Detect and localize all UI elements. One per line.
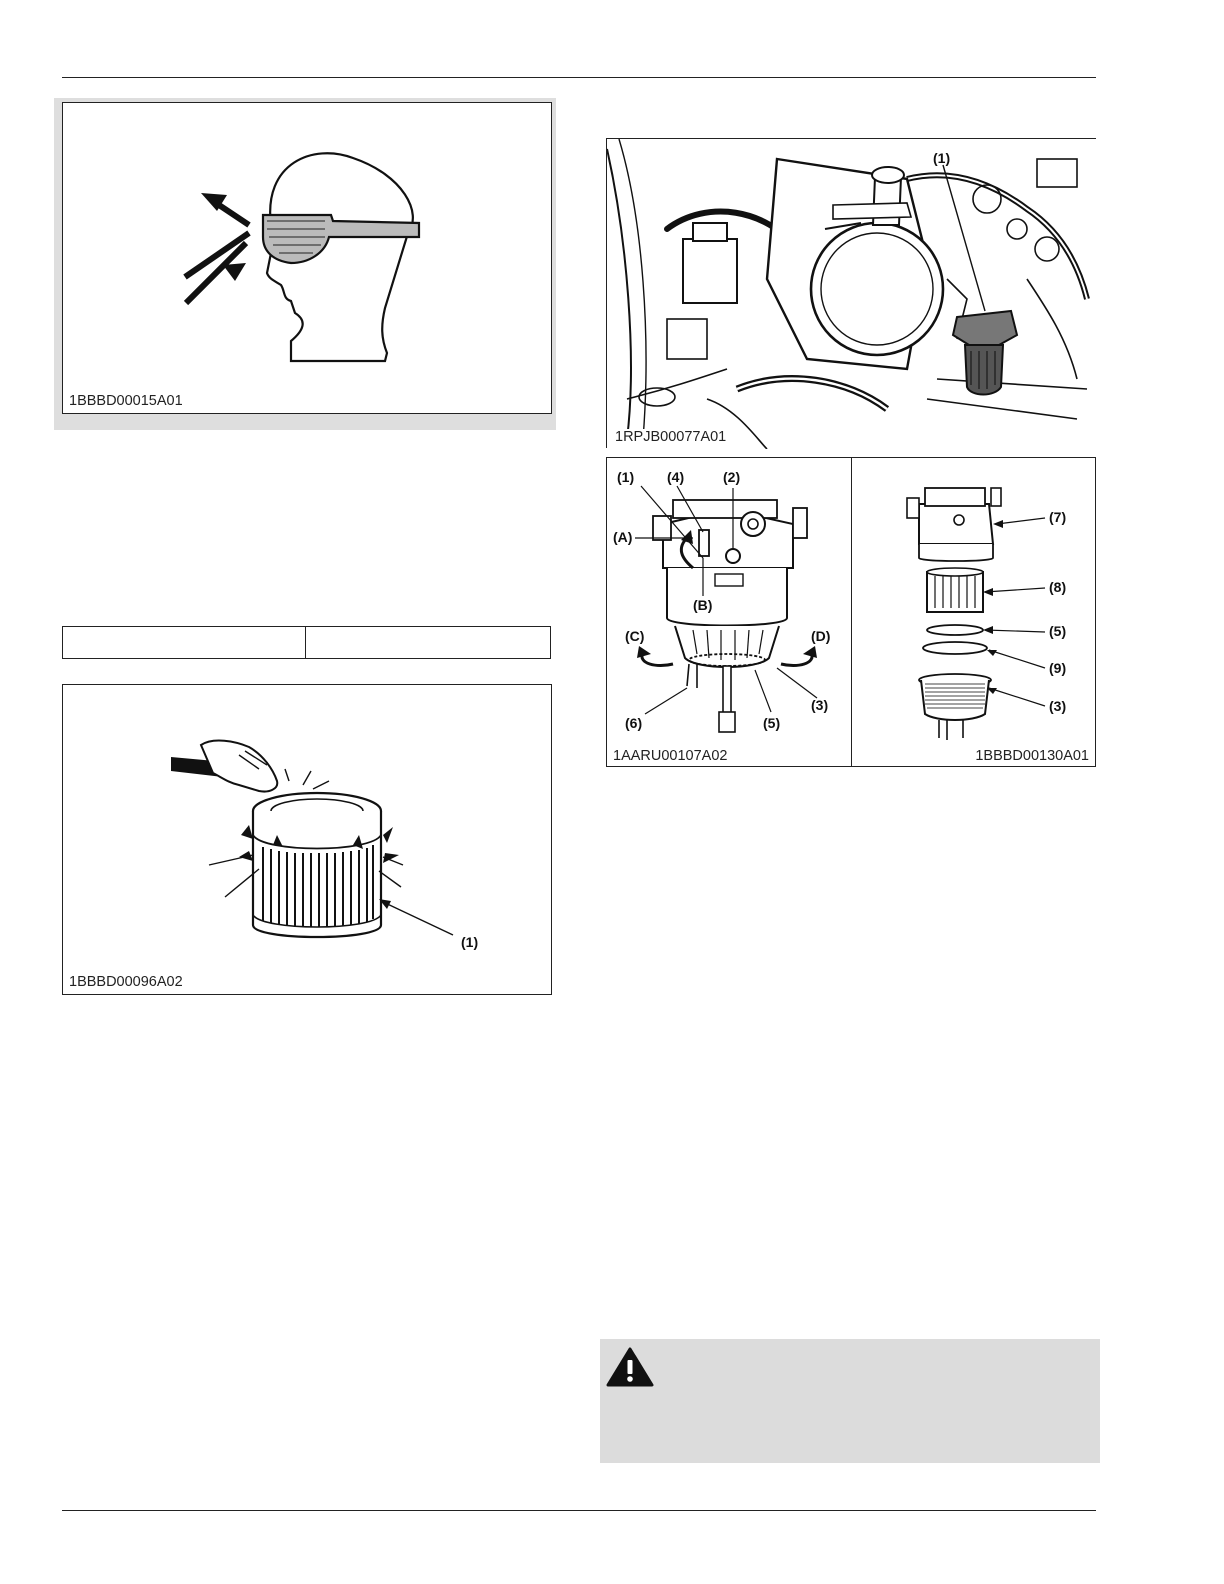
warning-triangle-icon: [605, 1346, 655, 1388]
engine-photo-figure: [606, 138, 1096, 448]
fuel-filter-right-callout-8: (8): [1049, 579, 1067, 595]
fuel-filter-right-callout-9: (9): [1049, 660, 1067, 676]
filter-clean-figure-code: 1BBBD00096A02: [69, 974, 183, 990]
fuel-filter-left-callout-d: (D): [811, 628, 831, 644]
fuel-filter-figure: [606, 457, 1096, 767]
fuel-filter-left-callout-b: (B): [693, 597, 713, 613]
fuel-filter-left-callout-1: (1): [617, 469, 635, 485]
fuel-filter-left-callout-2: (2): [723, 469, 741, 485]
spec-table-divider: [305, 627, 306, 658]
engine-photo-figure-code: 1RPJB00077A01: [615, 429, 727, 445]
engine-photo-callout-1: (1): [933, 150, 951, 166]
header-rule: [62, 77, 1096, 78]
footer-rule: [62, 1510, 1096, 1511]
fuel-filter-right-callout-7: (7): [1049, 509, 1067, 525]
goggles-illustration: [63, 103, 553, 415]
fuel-filter-left-callout-6: (6): [625, 715, 643, 731]
filter-clean-illustration: [63, 685, 553, 996]
fuel-filter-left-callout-5: (5): [763, 715, 781, 731]
fuel-filter-left-code: 1AARU00107A02: [613, 748, 728, 764]
goggles-figure: [62, 102, 552, 414]
fuel-filter-illustration: [607, 458, 1097, 768]
fuel-filter-right-code: 1BBBD00130A01: [975, 748, 1089, 764]
filter-clean-figure: [62, 684, 552, 995]
filter-clean-callout-1: (1): [461, 934, 479, 950]
fuel-filter-right-callout-5: (5): [1049, 623, 1067, 639]
fuel-filter-left-callout-4: (4): [667, 469, 685, 485]
fuel-filter-left-callout-c: (C): [625, 628, 645, 644]
warning-box: [600, 1339, 1100, 1463]
goggles-figure-code: 1BBBD00015A01: [69, 393, 183, 409]
fuel-filter-left-callout-3: (3): [811, 697, 829, 713]
spec-table: [62, 626, 551, 659]
engine-photo-illustration: [607, 139, 1097, 449]
fuel-filter-left-callout-a: (A): [613, 529, 633, 545]
fuel-filter-right-callout-3: (3): [1049, 698, 1067, 714]
